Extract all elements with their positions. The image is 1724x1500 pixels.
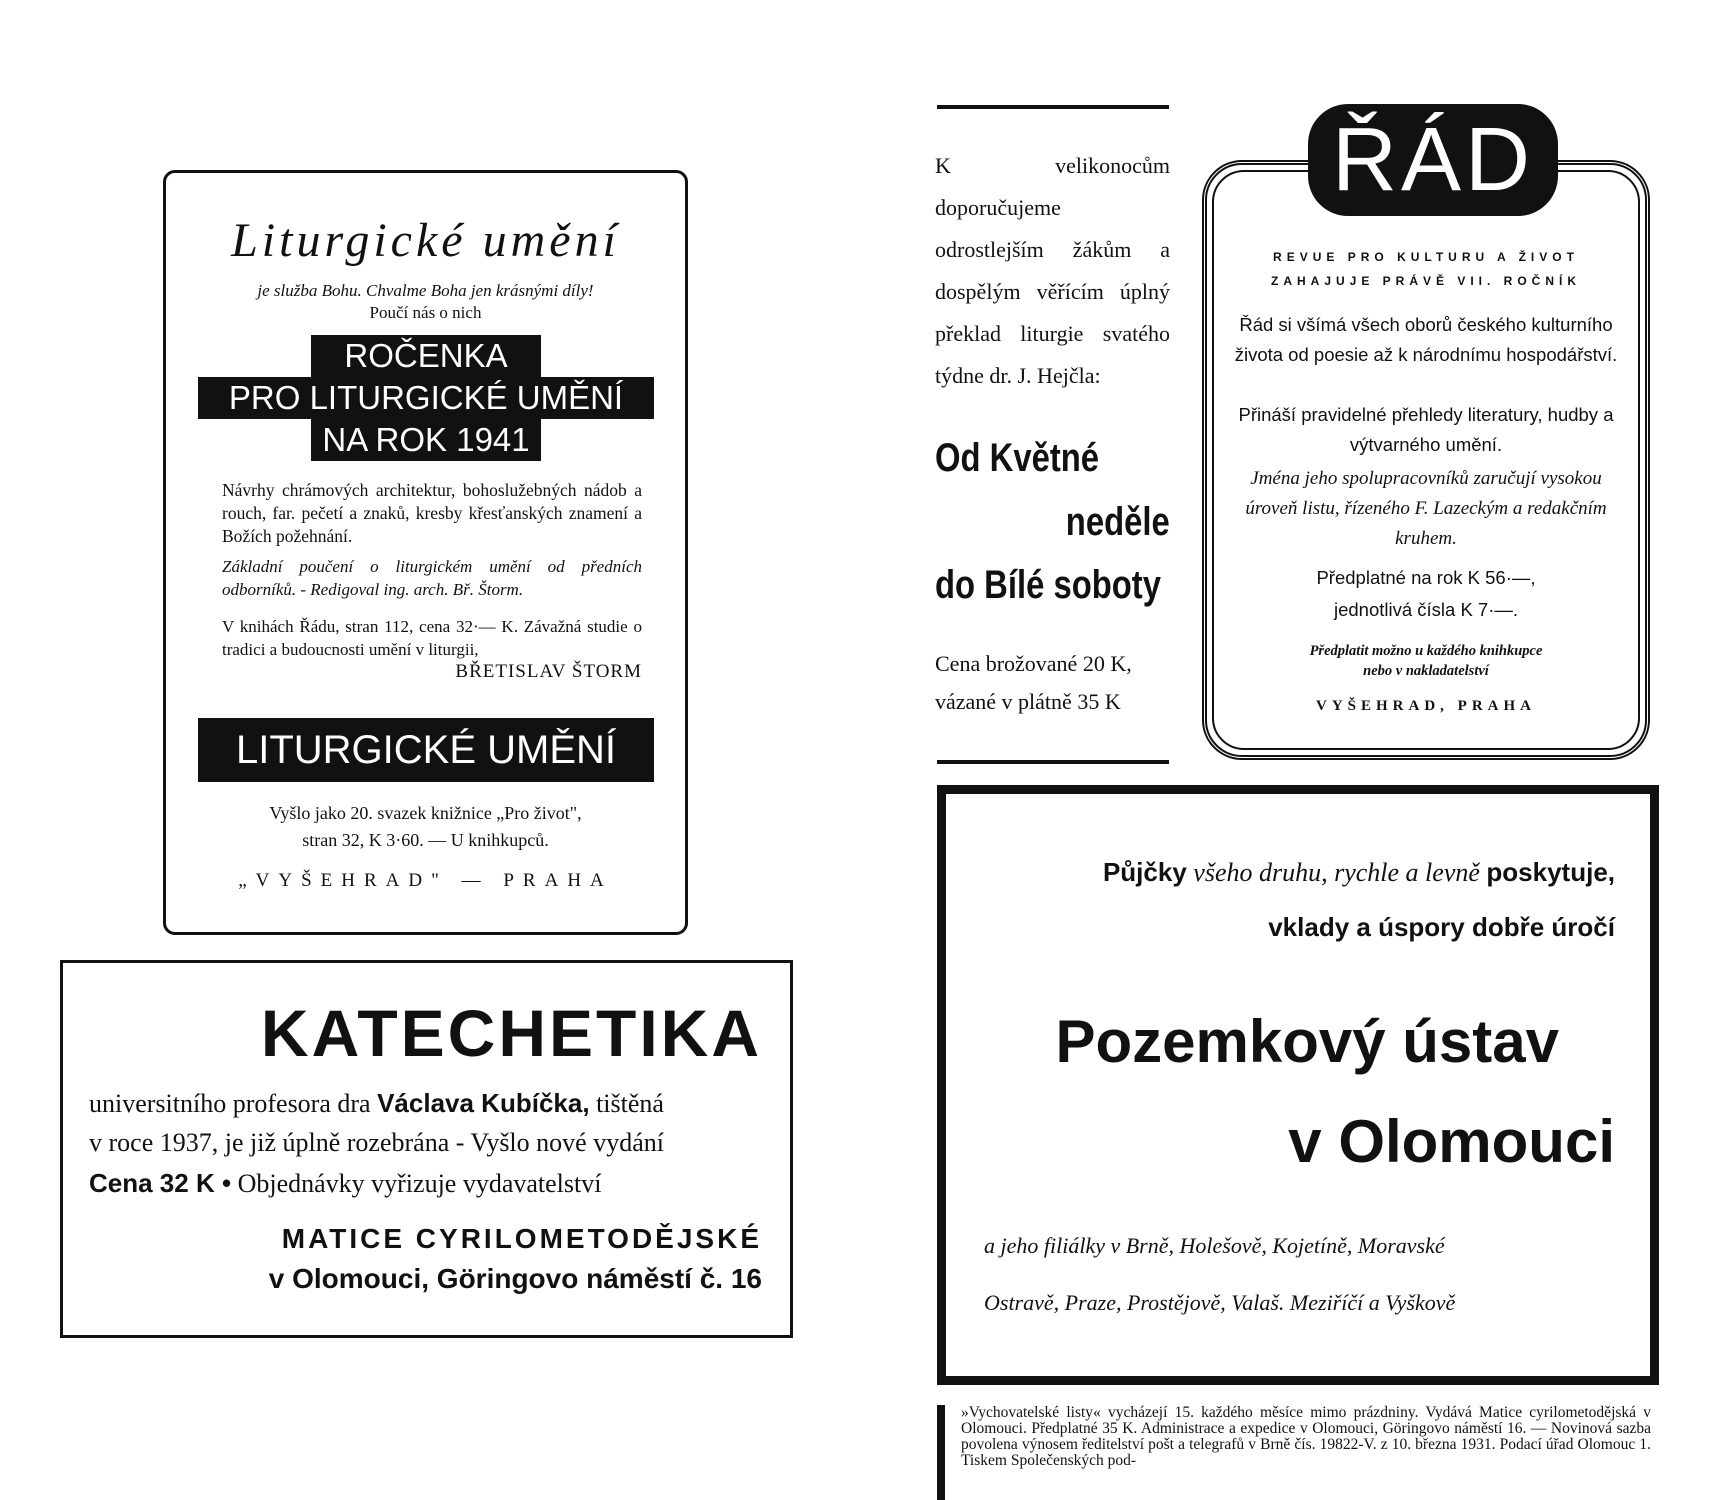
- ad-description: Návrhy chrámových architektur, bohoslužebných nádob a rouch, far. pečetí a znaků, kresby křesťanských znamení a Božích požehnání.: [222, 480, 642, 546]
- offer-italic: všeho druhu, rychle a levně: [1186, 858, 1487, 887]
- price: Cena 32 K •: [89, 1168, 232, 1198]
- frame-bottom: [937, 1376, 1659, 1385]
- ad-title: Liturgické umění: [231, 214, 620, 267]
- colophon-bar: [937, 1405, 945, 1500]
- book-title-line-1: Od Květné: [935, 436, 1100, 480]
- liturgicke-umeni-ad: [163, 170, 688, 935]
- katechetika-ad: [60, 960, 793, 1338]
- bank-name: Pozemkový ústav: [1055, 1008, 1559, 1075]
- velikonoce-intro: K velikonocům doporučujeme odrostlejším žákům a dospělým věřícím úplný překlad liturgie svatého týdne dr. J. Hejčla:: [935, 153, 1170, 388]
- ad-title: KATECHETIKA: [260, 996, 762, 1070]
- bank-branches-2: Ostravě, Praze, Prostějově, Valaš. Meziříčí a Vyškově: [984, 1290, 1456, 1315]
- rad-paragraph-2: Přináší pravidelné přehledy literatury, hudby a výtvarného umění.: [1238, 404, 1614, 455]
- rad-paragraph-1: Řád si všímá všech oborů českého kulturního života od poesie až k národnímu hospodářství.: [1234, 314, 1618, 365]
- rocenka-line-1: ROČENKA: [311, 335, 541, 377]
- offer-bold-1: Půjčky: [1102, 857, 1187, 887]
- bank-branches-1: a jeho filiálky v Brně, Holešově, Kojetíně, Moravské: [984, 1233, 1445, 1258]
- rad-price-1: Předplatné na rok K 56·—,: [1316, 567, 1536, 588]
- rad-logo: ŘÁD: [1308, 104, 1558, 216]
- book-title-line-3: do Bílé soboty: [935, 563, 1161, 607]
- colophon-text: »Vychovatelské listy« vycházejí 15. každého měsíce mimo prázdniny. Vydává Matice cyrilometodějská v Olomouci. Předplatné 35 K. Administrace a expedice v Olomouci, Göringovo náměstí 16. — Novinová sazba povolena výnosem ředitelství pošt a telegrafů v Brně čís. 19822-V. z 10. března 1931. Podací úřad Olomouc 1. Tiskem Společenských pod-: [961, 1404, 1651, 1469]
- bank-savings-line: vklady a úspory dobře úročí: [1268, 912, 1615, 942]
- price-line-1: Cena brožované 20 K,: [935, 651, 1132, 676]
- author-name: BŘETISLAV ŠTORM: [455, 661, 642, 682]
- ad-subtitle: je služba Bohu. Chvalme Boha jen krásnými díly!: [257, 281, 594, 300]
- author-name: Václava Kubíčka,: [377, 1088, 590, 1118]
- rad-caption-1: REVUE PRO KULTURU A ŽIVOT: [1273, 250, 1579, 264]
- rad-price-2: jednotlivá čísla K 7·—.: [1333, 599, 1519, 620]
- publisher: „VYŠEHRAD" — PRAHA: [238, 870, 613, 891]
- rad-paragraph-3: Jména jeho spolupracovníků zaručují vysokou úroveň listu, řízeného F. Lazeckým a redakčním kruhem.: [1245, 468, 1607, 549]
- ad-line-2: v roce 1937, je již úplně rozebrána - Vyšlo nové vydání: [89, 1128, 664, 1157]
- line-text: Objednávky vyřizuje vydavatelství: [231, 1169, 602, 1198]
- rad-caption-2: ZAHAJUJE PRÁVĚ VII. ROČNÍK: [1270, 274, 1582, 288]
- rad-note-1: Předplatit možno u každého knihkupce: [1309, 643, 1543, 659]
- divider-top: [937, 105, 1169, 109]
- book-title-line-2: neděle: [1066, 500, 1170, 544]
- ad-footer-line-2: stran 32, K 3·60. — U knihkupců.: [302, 830, 549, 850]
- ad-description-3: V knihách Řádu, stran 112, cena 32·— K. Závažná studie o tradici a budoucnosti umění v liturgii,: [222, 617, 642, 659]
- publisher-name: MATICE CYRILOMETODĚJSKÉ: [281, 1223, 762, 1254]
- rad-note-2: nebo v nakladatelství: [1363, 663, 1489, 679]
- offer-bold-2: poskytuje,: [1486, 857, 1615, 887]
- rad-publisher: VYŠEHRAD, PRAHA: [1315, 698, 1536, 714]
- rocenka-line-2: PRO LITURGICKÉ UMĚNÍ: [198, 377, 654, 419]
- rocenka-line-3: NA ROK 1941: [311, 419, 541, 461]
- price-line-2: vázané v plátně 35 K: [935, 689, 1121, 714]
- publisher-address: v Olomouci, Göringovo náměstí č. 16: [268, 1263, 762, 1294]
- colophon: [937, 1405, 1659, 1500]
- ad-line-1: [89, 1088, 769, 1119]
- line-text: tištěná: [589, 1089, 664, 1118]
- frame-left: [937, 785, 946, 1385]
- bank-city: v Olomouci: [1288, 1108, 1615, 1175]
- price-info: [935, 645, 1170, 721]
- line-text: universitního profesora dra: [89, 1089, 378, 1118]
- bank-offer-line: [1103, 857, 1615, 888]
- ad-description-italic: Základní poučení o liturgickém umění od předních odborníků. - Redigoval ing. arch. Bř. Štorm.: [222, 557, 642, 599]
- ad-line-3: [89, 1168, 769, 1199]
- divider-bottom: [937, 760, 1169, 764]
- ad-subtitle-2: Poučí nás o nich: [369, 303, 482, 322]
- frame-right: [1650, 785, 1659, 1385]
- frame-top: [937, 785, 1659, 794]
- ad-footer-line-1: Vyšlo jako 20. svazek knižnice „Pro život",: [269, 803, 582, 823]
- pozemkovy-ustav-ad: [937, 785, 1659, 1385]
- book-title-band: LITURGICKÉ UMĚNÍ: [198, 718, 654, 782]
